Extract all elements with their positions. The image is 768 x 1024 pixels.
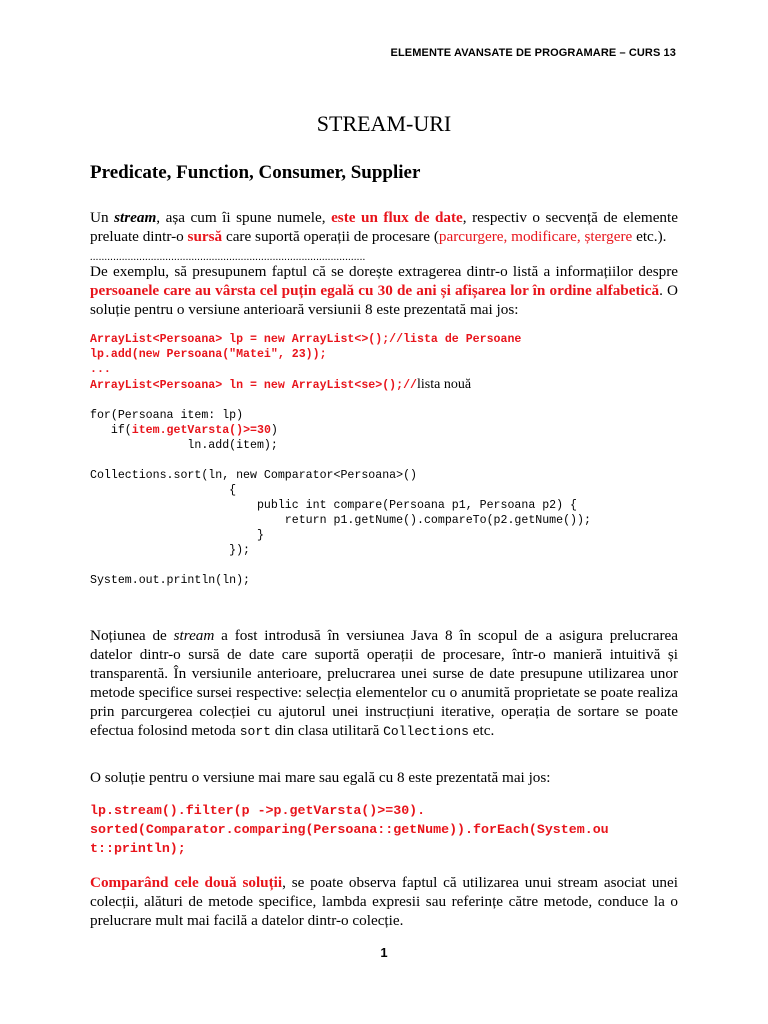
java8-solution-intro: O soluție pentru o versiune mai mare sau egală cu 8 este prezentată mai jos: bbox=[90, 769, 551, 786]
intro-text-3: , respectiv o secvență de elemente preluate dintr-o bbox=[90, 209, 678, 245]
notion-text-2: a fost introdusă în versiunea Java 8 în scopul de a asigura prelucrarea datelor dintr-o sursă de date care suportă operații de procesare, într-o manieră intuitivă și transparentă. În versiunile anterioare, prelucrarea unei surse de date presupune utilizarea unor metode specifice sursei respective: selecția elementelor cu o anumită proprietate se poate realiza prin parcurgerea colecției cu ajutorul unei instrucțiuni iterative, operația de sortare se poate efectua folosind metoda bbox=[90, 627, 678, 739]
notion-text-3: din clasa utilitară bbox=[270, 722, 384, 739]
code-block-loop bbox=[90, 408, 690, 453]
intro-operations: parcurgere, modificare, ștergere bbox=[438, 228, 633, 245]
intro-paragraph bbox=[90, 208, 678, 246]
code-if-start: if( bbox=[90, 424, 132, 437]
notion-stream-term: stream bbox=[173, 627, 215, 644]
page-header: ELEMENTE AVANSATE DE PROGRAMARE – CURS 13 bbox=[390, 47, 676, 59]
notion-text-4: etc. bbox=[468, 722, 495, 739]
code-line-ellipsis: ... bbox=[90, 363, 111, 376]
code-for: for(Persoana item: lp) bbox=[90, 409, 244, 422]
intro-text-1: Un bbox=[90, 209, 115, 226]
example-text-2: . O soluție pentru o versiune anterioară versiunii 8 este prezentată mai jos: bbox=[90, 282, 678, 318]
code-if-condition: item.getVarsta()>=30 bbox=[131, 424, 271, 437]
intro-text-2: , așa cum îi spune numele, bbox=[156, 209, 332, 226]
example-text-1: De exemplu, să presupunem faptul că se dorește extragerea dintr-o listă a informațiilor despre bbox=[90, 263, 678, 280]
code-line-ln-comment: lista nouă bbox=[417, 377, 472, 392]
example-emphasis: persoanele care au vârsta cel puțin egală cu 30 de ani și afișarea lor în ordine alfabetică bbox=[90, 282, 660, 299]
intro-text-5: etc.). bbox=[632, 228, 667, 245]
code-line-ln: ArrayList<Persoana> ln = new ArrayList<se>();// bbox=[90, 379, 417, 392]
code-line-lp: ArrayList<Persoana> lp = new ArrayList<>();//lista de Persoane bbox=[90, 333, 522, 346]
notion-text-1: Noțiunea de bbox=[90, 627, 174, 644]
section-subtitle: Predicate, Function, Consumer, Supplier bbox=[90, 162, 421, 183]
intro-stream-term: stream bbox=[114, 209, 157, 226]
comparison-paragraph bbox=[90, 873, 678, 930]
code-block-lists bbox=[90, 332, 690, 393]
code-if-end: ) bbox=[270, 424, 278, 437]
code-add-item: ln.add(item); bbox=[90, 439, 278, 452]
notion-collections-class: Collections bbox=[383, 724, 469, 739]
intro-flux-emphasis: este un flux de date bbox=[331, 209, 463, 226]
comparison-text: , se poate observa faptul că utilizarea unui stream asociat unei colecții, alături de metode specifice, lambda expresii sau referințe către metode, conduce la o prelucrare mult mai facilă a datelor dintr-o colecție. bbox=[90, 874, 678, 929]
dotted-separator: ............................................................................................... bbox=[90, 253, 366, 263]
intro-sursa-emphasis: sursă bbox=[187, 228, 223, 245]
intro-text-4: care suportă operații de procesare ( bbox=[222, 228, 439, 245]
page-number: 1 bbox=[380, 945, 388, 960]
example-paragraph bbox=[90, 262, 678, 319]
page-title: STREAM-URI bbox=[316, 111, 452, 136]
stream-notion-paragraph bbox=[90, 626, 678, 741]
code-block-sort: Collections.sort(ln, new Comparator<Persoana>() { public int compare(Persoana p1, Persoana p2) { return p1.getNume().compareTo(p2.getNume()); } }); System.out.println(ln); bbox=[90, 469, 591, 587]
code-line-add: lp.add(new Persoana("Matei", 23)); bbox=[90, 348, 327, 361]
comparison-emphasis: Comparând cele două soluții bbox=[90, 874, 283, 891]
notion-sort-method: sort bbox=[239, 724, 271, 739]
code-block-stream: lp.stream().filter(p ->p.getVarsta()>=30). sorted(Comparator.comparing(Persoana::getNume)).forEach(System.ou t::println); bbox=[90, 803, 609, 856]
